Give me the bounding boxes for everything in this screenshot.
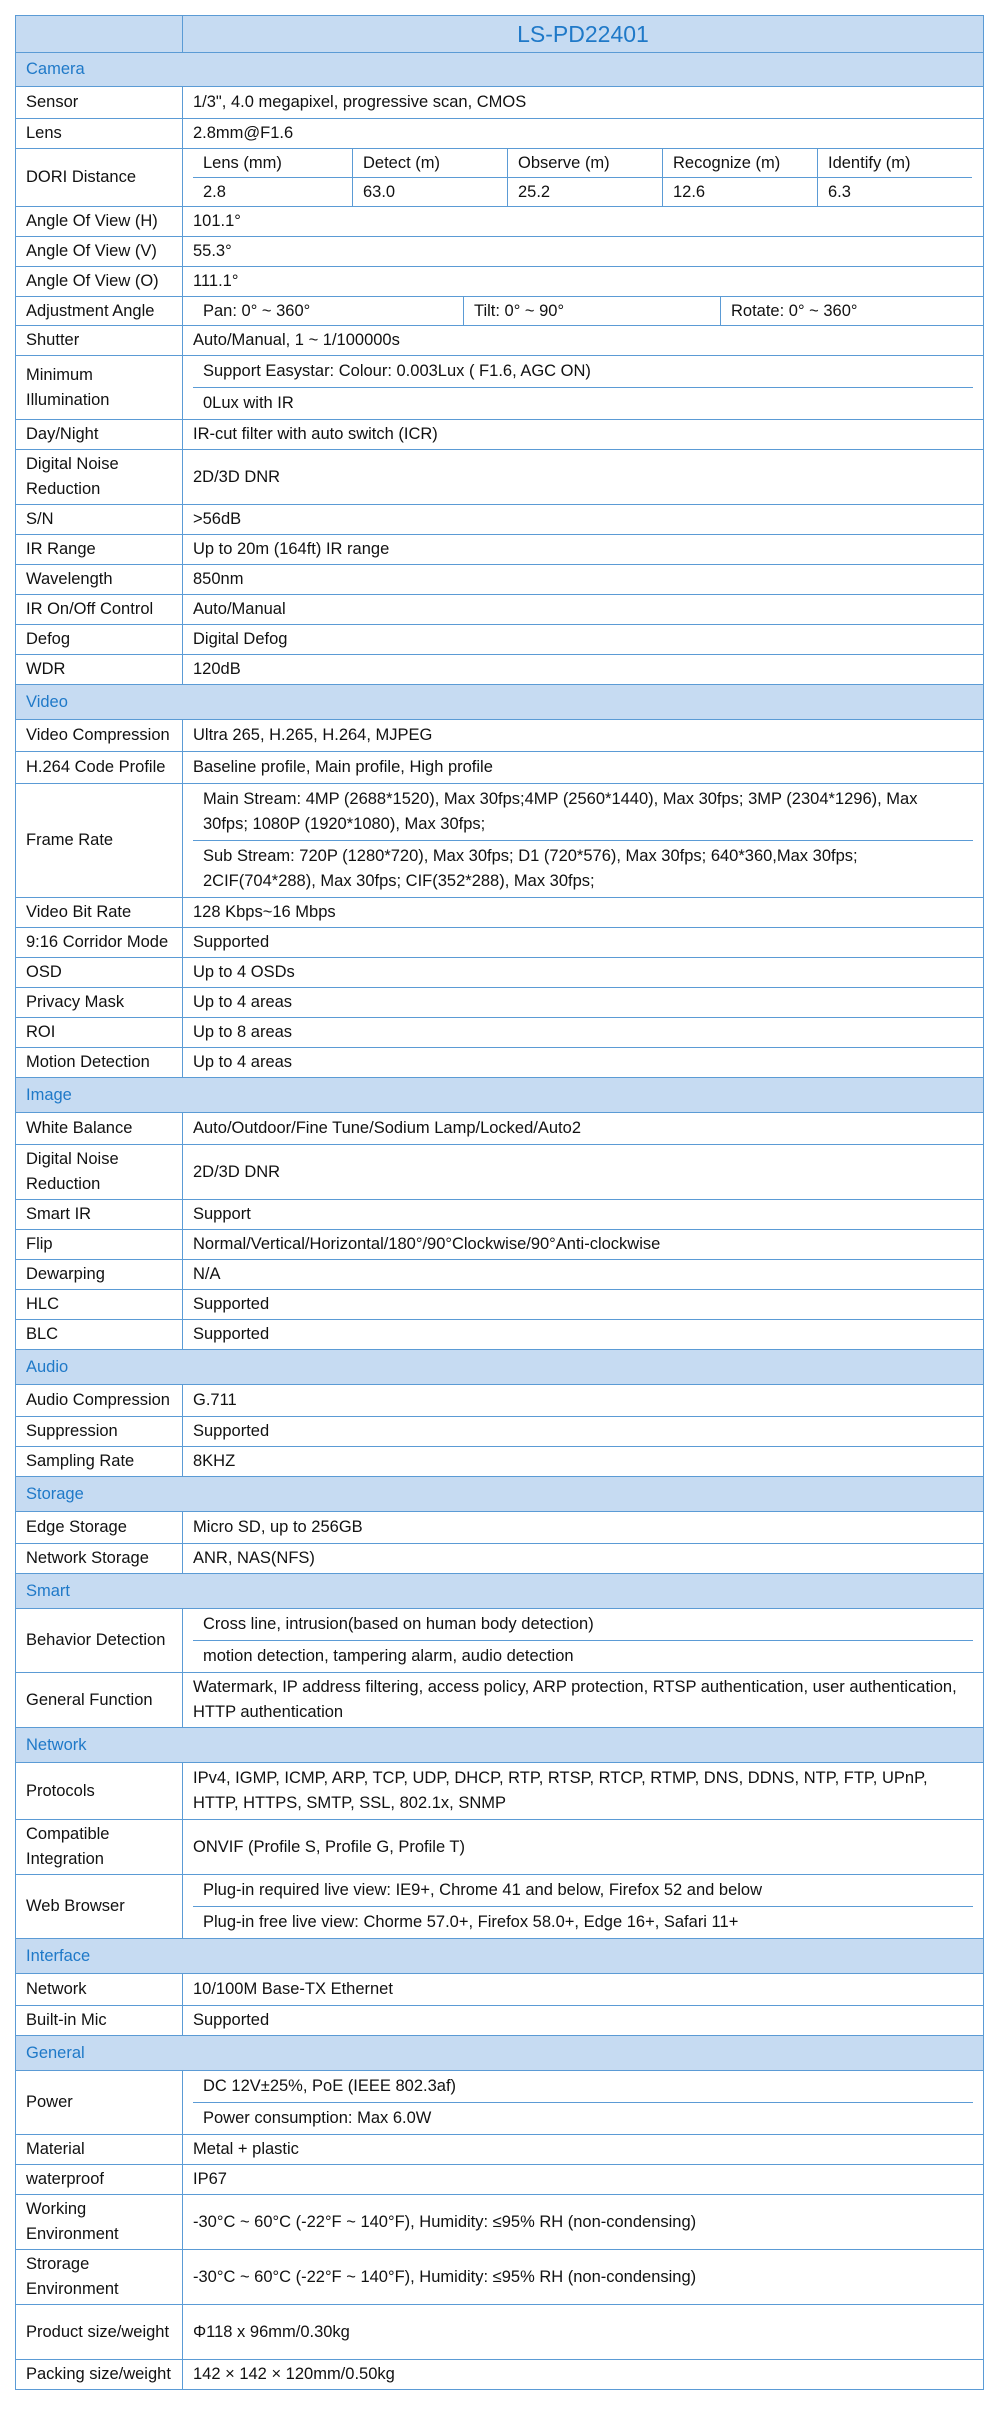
spec-value: Ultra 265, H.265, H.264, MJPEG xyxy=(183,720,984,752)
spec-row xyxy=(16,237,984,267)
spec-row xyxy=(16,1320,984,1350)
dori-table xyxy=(183,149,984,207)
spec-row xyxy=(16,928,984,958)
spec-value: -30°C ~ 60°C (-22°F ~ 140°F), Humidity: ≤95% RH (non-condensing) xyxy=(183,2195,984,2250)
spec-value: ONVIF (Profile S, Profile G, Profile T) xyxy=(183,1820,984,1875)
spec-value-line: Cross line, intrusion(based on human body detection) xyxy=(203,1615,594,1633)
spec-value: Metal + plastic xyxy=(183,2135,984,2165)
spec-sheet xyxy=(15,15,983,2390)
dori-value: 12.6 xyxy=(662,178,817,206)
spec-row xyxy=(16,356,984,420)
spec-row xyxy=(16,625,984,655)
spec-row xyxy=(16,2305,984,2360)
spec-value: Up to 20m (164ft) IR range xyxy=(183,535,984,565)
spec-label: S/N xyxy=(16,505,183,535)
spec-row xyxy=(16,1512,984,1544)
spec-label: White Balance xyxy=(16,1113,183,1145)
spec-label: Video Bit Rate xyxy=(16,898,183,928)
spec-row xyxy=(16,1544,984,1574)
product-title: LS-PD22401 xyxy=(183,16,984,53)
spec-row xyxy=(16,1609,984,1673)
spec-row xyxy=(16,2360,984,2390)
spec-value: 8KHZ xyxy=(183,1447,984,1477)
spec-row xyxy=(16,1974,984,2006)
spec-value: IP67 xyxy=(183,2165,984,2195)
adjustment-values xyxy=(183,297,984,326)
spec-label: Network xyxy=(16,1974,183,2006)
spec-label: Built-in Mic xyxy=(16,2006,183,2036)
spec-value: 111.1° xyxy=(183,267,984,297)
spec-row xyxy=(16,1113,984,1145)
dori-value: 25.2 xyxy=(507,178,662,206)
spec-value-line: 0Lux with IR xyxy=(193,387,973,419)
spec-value: Auto/Outdoor/Fine Tune/Sodium Lamp/Locked/Auto2 xyxy=(183,1113,984,1145)
section-image xyxy=(16,1078,984,1113)
section-camera xyxy=(16,53,984,87)
spec-label: Digital Noise Reduction xyxy=(16,450,183,505)
spec-label: Smart IR xyxy=(16,1200,183,1230)
spec-value-multi xyxy=(183,784,984,898)
spec-label: 9:16 Corridor Mode xyxy=(16,928,183,958)
spec-value: Watermark, IP address filtering, access policy, ARP protection, RTSP authentication, user authentication, HTTP authentication xyxy=(183,1673,984,1728)
spec-value: Support xyxy=(183,1200,984,1230)
section-header: General xyxy=(16,2036,984,2071)
spec-table xyxy=(15,15,984,2390)
spec-row xyxy=(16,1875,984,1939)
spec-value-line: Sub Stream: 720P (1280*720), Max 30fps; D1 (720*576), Max 30fps; 640*360,Max 30fps; 2CIF(704*288), Max 30fps; CIF(352*288), Max 30fps; xyxy=(193,840,973,897)
section-network xyxy=(16,1728,984,1763)
spec-value: IR-cut filter with auto switch (ICR) xyxy=(183,420,984,450)
spec-value: Supported xyxy=(183,1417,984,1447)
section-video xyxy=(16,685,984,720)
spec-value: 2D/3D DNR xyxy=(183,450,984,505)
dori-header: Observe (m) xyxy=(507,149,662,178)
spec-row xyxy=(16,565,984,595)
spec-value: Micro SD, up to 256GB xyxy=(183,1512,984,1544)
spec-row xyxy=(16,1018,984,1048)
dori-header: Lens (mm) xyxy=(193,149,352,178)
spec-row xyxy=(16,2071,984,2135)
title-left-cell xyxy=(16,16,183,53)
spec-label: Day/Night xyxy=(16,420,183,450)
spec-value: ANR, NAS(NFS) xyxy=(183,1544,984,1574)
spec-label: Frame Rate xyxy=(16,784,183,898)
spec-value-line: Plug-in required live view: IE9+, Chrome 41 and below, Firefox 52 and below xyxy=(203,1881,763,1899)
dori-value: 6.3 xyxy=(817,178,972,206)
spec-row xyxy=(16,420,984,450)
spec-value: Normal/Vertical/Horizontal/180°/90°Clockwise/90°Anti-clockwise xyxy=(183,1230,984,1260)
dori-row xyxy=(16,149,984,207)
spec-label: Power xyxy=(16,2071,183,2135)
spec-label: Behavior Detection xyxy=(16,1609,183,1673)
spec-label: Lens xyxy=(16,119,183,149)
spec-label: Flip xyxy=(16,1230,183,1260)
spec-value-line: DC 12V±25%, PoE (IEEE 802.3af) xyxy=(203,2077,457,2095)
section-header: Interface xyxy=(16,1939,984,1974)
spec-value-line: Power consumption: Max 6.0W xyxy=(193,2102,973,2134)
spec-row xyxy=(16,655,984,685)
spec-value: 101.1° xyxy=(183,207,984,237)
title-row xyxy=(16,16,984,53)
spec-value: Auto/Manual xyxy=(183,595,984,625)
spec-value: 1/3", 4.0 megapixel, progressive scan, CMOS xyxy=(183,87,984,119)
spec-value: Φ118 x 96mm/0.30kg xyxy=(183,2305,984,2360)
spec-value: 2D/3D DNR xyxy=(183,1145,984,1200)
spec-label: Defog xyxy=(16,625,183,655)
spec-value: 142 × 142 × 120mm/0.50kg xyxy=(183,2360,984,2390)
spec-row xyxy=(16,1145,984,1200)
spec-value: >56dB xyxy=(183,505,984,535)
spec-label: Web Browser xyxy=(16,1875,183,1939)
spec-label: Shutter xyxy=(16,326,183,356)
spec-value-line: Support Easystar: Colour: 0.003Lux ( F1.6, AGC ON) xyxy=(203,362,591,380)
section-header: Audio xyxy=(16,1350,984,1385)
spec-row xyxy=(16,1417,984,1447)
spec-row xyxy=(16,898,984,928)
spec-label: Compatible Integration xyxy=(16,1820,183,1875)
spec-value-multi xyxy=(183,356,984,420)
spec-label: Strorage Environment xyxy=(16,2250,183,2305)
spec-label: OSD xyxy=(16,958,183,988)
adjustment-row xyxy=(16,297,984,326)
spec-label: BLC xyxy=(16,1320,183,1350)
spec-label: WDR xyxy=(16,655,183,685)
spec-label: Product size/weight xyxy=(16,2305,183,2360)
spec-label: Working Environment xyxy=(16,2195,183,2250)
spec-row xyxy=(16,720,984,752)
spec-row xyxy=(16,535,984,565)
spec-label: ROI xyxy=(16,1018,183,1048)
spec-row xyxy=(16,1290,984,1320)
spec-label: IR On/Off Control xyxy=(16,595,183,625)
spec-label: Angle Of View (V) xyxy=(16,237,183,267)
spec-value-line: Plug-in free live view: Chorme 57.0+, Firefox 58.0+, Edge 16+, Safari 11+ xyxy=(193,1906,973,1938)
spec-row xyxy=(16,1673,984,1728)
spec-label: IR Range xyxy=(16,535,183,565)
spec-label: Angle Of View (O) xyxy=(16,267,183,297)
section-smart xyxy=(16,1574,984,1609)
spec-label: waterproof xyxy=(16,2165,183,2195)
spec-label: HLC xyxy=(16,1290,183,1320)
spec-value: Baseline profile, Main profile, High profile xyxy=(183,752,984,784)
spec-label: General Function xyxy=(16,1673,183,1728)
spec-row xyxy=(16,326,984,356)
dori-value: 63.0 xyxy=(352,178,507,206)
spec-value: Auto/Manual, 1 ~ 1/100000s xyxy=(183,326,984,356)
spec-row xyxy=(16,207,984,237)
section-header: Smart xyxy=(16,1574,984,1609)
spec-value: -30°C ~ 60°C (-22°F ~ 140°F), Humidity: ≤95% RH (non-condensing) xyxy=(183,2250,984,2305)
spec-value: Up to 4 OSDs xyxy=(183,958,984,988)
spec-value: 55.3° xyxy=(183,237,984,267)
spec-label: Wavelength xyxy=(16,565,183,595)
tilt-value: Tilt: 0° ~ 90° xyxy=(463,297,720,325)
spec-row xyxy=(16,752,984,784)
spec-row xyxy=(16,784,984,898)
section-header: Network xyxy=(16,1728,984,1763)
spec-label: Motion Detection xyxy=(16,1048,183,1078)
spec-label: Digital Noise Reduction xyxy=(16,1145,183,1200)
spec-row xyxy=(16,988,984,1018)
spec-label: Protocols xyxy=(16,1763,183,1820)
spec-row xyxy=(16,119,984,149)
spec-value: 10/100M Base-TX Ethernet xyxy=(183,1974,984,2006)
spec-row xyxy=(16,450,984,505)
spec-label: Sensor xyxy=(16,87,183,119)
spec-label: Sampling Rate xyxy=(16,1447,183,1477)
spec-label: Material xyxy=(16,2135,183,2165)
pan-value: Pan: 0° ~ 360° xyxy=(203,301,311,320)
spec-value-multi xyxy=(183,2071,984,2135)
spec-value: N/A xyxy=(183,1260,984,1290)
spec-row xyxy=(16,2135,984,2165)
section-interface xyxy=(16,1939,984,1974)
spec-value: Digital Defog xyxy=(183,625,984,655)
spec-row xyxy=(16,2250,984,2305)
spec-row xyxy=(16,2006,984,2036)
spec-value: Up to 8 areas xyxy=(183,1018,984,1048)
spec-row xyxy=(16,1260,984,1290)
dori-header: Identify (m) xyxy=(817,149,972,178)
spec-value-multi xyxy=(183,1609,984,1673)
section-header: Image xyxy=(16,1078,984,1113)
spec-value: Up to 4 areas xyxy=(183,1048,984,1078)
spec-row xyxy=(16,1200,984,1230)
spec-value: G.711 xyxy=(183,1385,984,1417)
section-general xyxy=(16,2036,984,2071)
spec-label: Privacy Mask xyxy=(16,988,183,1018)
section-header: Storage xyxy=(16,1477,984,1512)
spec-row xyxy=(16,1048,984,1078)
dori-header: Recognize (m) xyxy=(662,149,817,178)
spec-row xyxy=(16,958,984,988)
spec-value: IPv4, IGMP, ICMP, ARP, TCP, UDP, DHCP, RTP, RTSP, RTCP, RTMP, DNS, DDNS, NTP, FTP, UPnP, HTTP, HTTPS, SMTP, SSL, 802.1x, SNMP xyxy=(183,1763,984,1820)
spec-value: Supported xyxy=(183,928,984,958)
spec-value-line: Main Stream: 4MP (2688*1520), Max 30fps;4MP (2560*1440), Max 30fps; 3MP (2304*1296), Max 30fps; 1080P (1920*1080), Max 30fps; xyxy=(203,790,918,833)
spec-row xyxy=(16,1230,984,1260)
spec-value: Supported xyxy=(183,1320,984,1350)
spec-label: Video Compression xyxy=(16,720,183,752)
rotate-value: Rotate: 0° ~ 360° xyxy=(720,297,976,325)
spec-label: Edge Storage xyxy=(16,1512,183,1544)
spec-row xyxy=(16,87,984,119)
section-storage xyxy=(16,1477,984,1512)
spec-value-line: motion detection, tampering alarm, audio detection xyxy=(193,1640,973,1672)
spec-value-multi xyxy=(183,1875,984,1939)
spec-row xyxy=(16,505,984,535)
spec-label: Suppression xyxy=(16,1417,183,1447)
spec-label: Network Storage xyxy=(16,1544,183,1574)
spec-row xyxy=(16,267,984,297)
section-header: Video xyxy=(16,685,984,720)
spec-row xyxy=(16,1820,984,1875)
spec-label: Dewarping xyxy=(16,1260,183,1290)
spec-label: Adjustment Angle xyxy=(16,297,183,326)
spec-label: Packing size/weight xyxy=(16,2360,183,2390)
section-audio xyxy=(16,1350,984,1385)
spec-value: Supported xyxy=(183,1290,984,1320)
spec-row xyxy=(16,2165,984,2195)
spec-row xyxy=(16,1763,984,1820)
spec-value: 2.8mm@F1.6 xyxy=(183,119,984,149)
spec-row xyxy=(16,2195,984,2250)
spec-value: Up to 4 areas xyxy=(183,988,984,1018)
spec-row xyxy=(16,595,984,625)
dori-header: Detect (m) xyxy=(352,149,507,178)
section-header: Camera xyxy=(16,53,984,87)
spec-value: Supported xyxy=(183,2006,984,2036)
spec-value: 120dB xyxy=(183,655,984,685)
spec-row xyxy=(16,1447,984,1477)
spec-label: Angle Of View (H) xyxy=(16,207,183,237)
spec-label: H.264 Code Profile xyxy=(16,752,183,784)
spec-value: 850nm xyxy=(183,565,984,595)
dori-value: 2.8 xyxy=(203,182,226,201)
spec-label: DORI Distance xyxy=(16,149,183,207)
spec-label: Audio Compression xyxy=(16,1385,183,1417)
spec-value: 128 Kbps~16 Mbps xyxy=(183,898,984,928)
spec-row xyxy=(16,1385,984,1417)
spec-label: Minimum Illumination xyxy=(16,356,183,420)
